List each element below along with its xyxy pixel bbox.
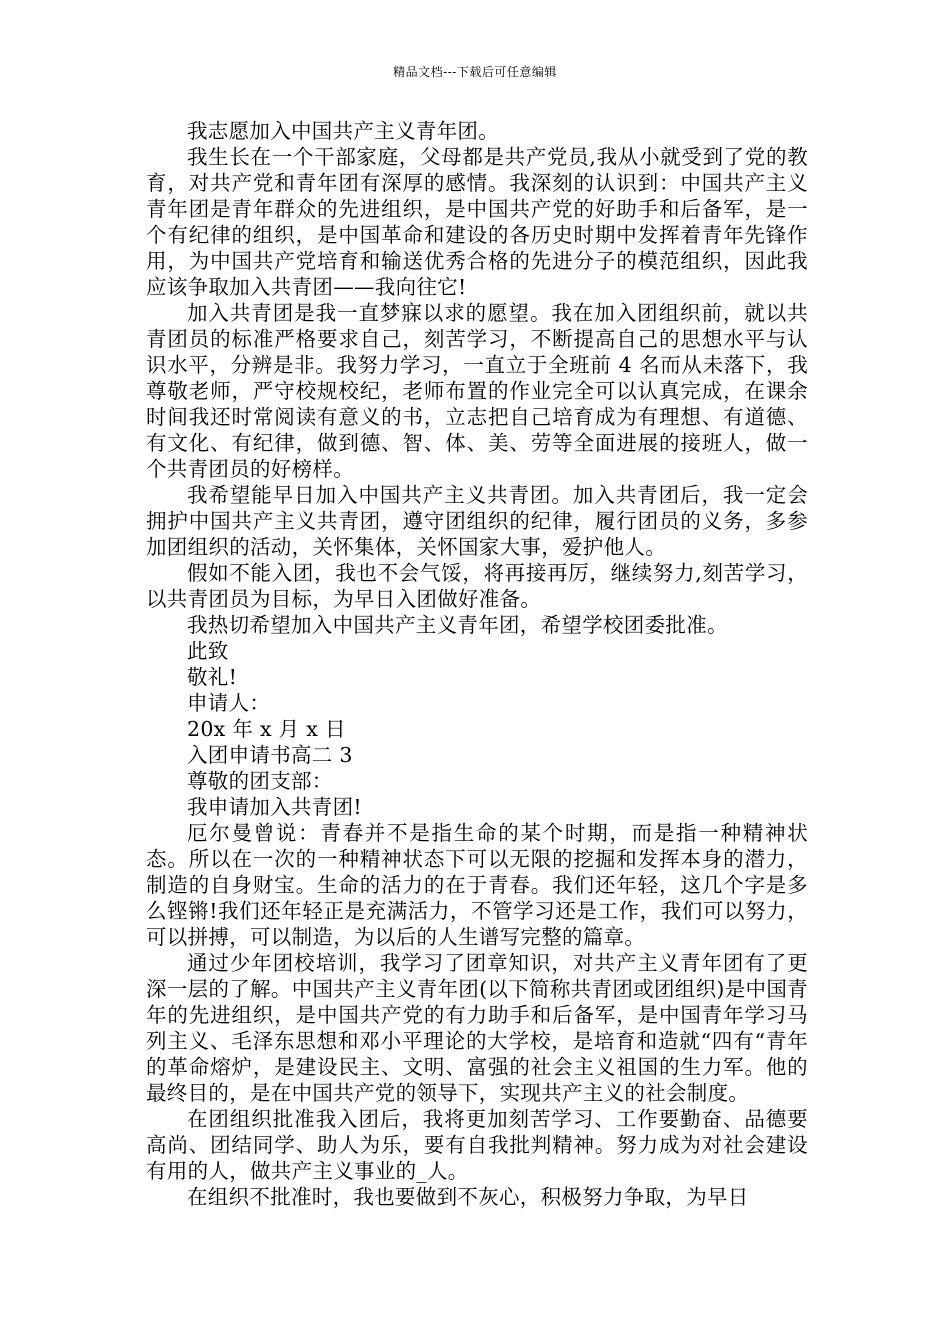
paragraph-not-approved: 在组织不批准时，我也要做到不灰心，积极努力争取，为早日	[187, 1185, 749, 1209]
closing-jingli: 敬礼!	[187, 665, 238, 689]
paragraph-request: 我热切希望加入中国共产主义青年团，希望学校团委批准。	[187, 613, 728, 637]
section-title: 入团申请书高二 3	[187, 743, 353, 767]
paragraph-training: 通过少年团校培训，我学习了团章知识，对共产主义青年团有了更深一层的了解。中国共产主义青年团(以下简称共青团或团组织)是中国青年的先进组织，是中国共产党的有力助手和后备军，是中国青年学习马列主义、毛泽东思想和邓小平理论的大学校，是培育和造就“四有“青年的革命熔炉，是建设民主、文明、富强的社会主义祖国的生力军。他的最终目的，是在中国共产党的领导下，实现共产主义的社会制度。	[146, 951, 808, 1105]
paragraph-intro: 我志愿加入中国共产主义青年团。	[187, 119, 499, 143]
paragraph-wish: 加入共青团是我一直梦寐以求的愿望。我在加入团组织前，就以共青团员的标准严格要求自己，刻苦学习，不断提高自己的思想水平与认识水平，分辨是非。我努力学习，一直立于全班前 4 名而从未落下，我尊敬老师，严守校规校纪，老师布置的作业完全可以认真完成，在课余时间我还时常阅读有意义的书，立志把自己培育成为有理想、有道德、有文化、有纪律，做到德、智、体、美、劳等全面进展的接班人，做一个共青团员的好榜样。	[146, 301, 808, 481]
applicant-label: 申请人：	[187, 691, 271, 715]
date-line: 20x 年 x 月 x 日	[187, 717, 346, 741]
paragraph-if-not: 假如不能入团，我也不会气馁，将再接再厉，继续努力,刻苦学习，以共青团员为目标，为早日入团做好准备。	[146, 561, 808, 611]
salutation: 尊敬的团支部：	[187, 769, 333, 793]
page-header: 精品文档---下载后可任意编辑	[393, 65, 557, 79]
closing-zhizhi: 此致	[187, 639, 229, 663]
paragraph-youth: 厄尔曼曾说：青春并不是指生命的某个时期，而是指一种精神状态。所以在一次的一种精神状态下可以无限的挖掘和发挥本身的潜力，制造的自身财宝。生命的活力的在于青春。我们还年轻，这几个字是多么铿锵!我们还年轻正是充满活力，不管学习还是工作，我们可以努力，可以拼搏，可以制造，为以后的人生谱写完整的篇章。	[146, 821, 808, 949]
paragraph-hope: 我希望能早日加入中国共产主义共青团。加入共青团后，我一定会拥护中国共产主义共青团，遵守团组织的纪律，履行团员的义务，多参加团组织的活动，关怀集体，关怀国家大事，爱护他人。	[146, 483, 808, 559]
paragraph-family: 我生长在一个干部家庭，父母都是共产党员,我从小就受到了党的教育，对共产党和青年团有深厚的感情。我深刻的认识到：中国共产主义青年团是青年群众的先进组织，是中国共产党的好助手和后备军，是一个有纪律的组织，是中国革命和建设的各历史时期中发挥着青年先锋作用，为中国共产党培育和输送优秀合格的先进分子的模范组织，因此我应该争取加入共青团——我向往它!	[146, 145, 808, 299]
paragraph-apply: 我申请加入共青团!	[187, 795, 362, 819]
paragraph-after-approval: 在团组织批准我入团后，我将更加刻苦学习、工作要勤奋、品德要高尚、团结同学、助人为乐，要有自我批判精神。努力成为对社会建设有用的人，做共产主义事业的_人。	[146, 1107, 808, 1183]
document-body	[146, 118, 808, 1210]
